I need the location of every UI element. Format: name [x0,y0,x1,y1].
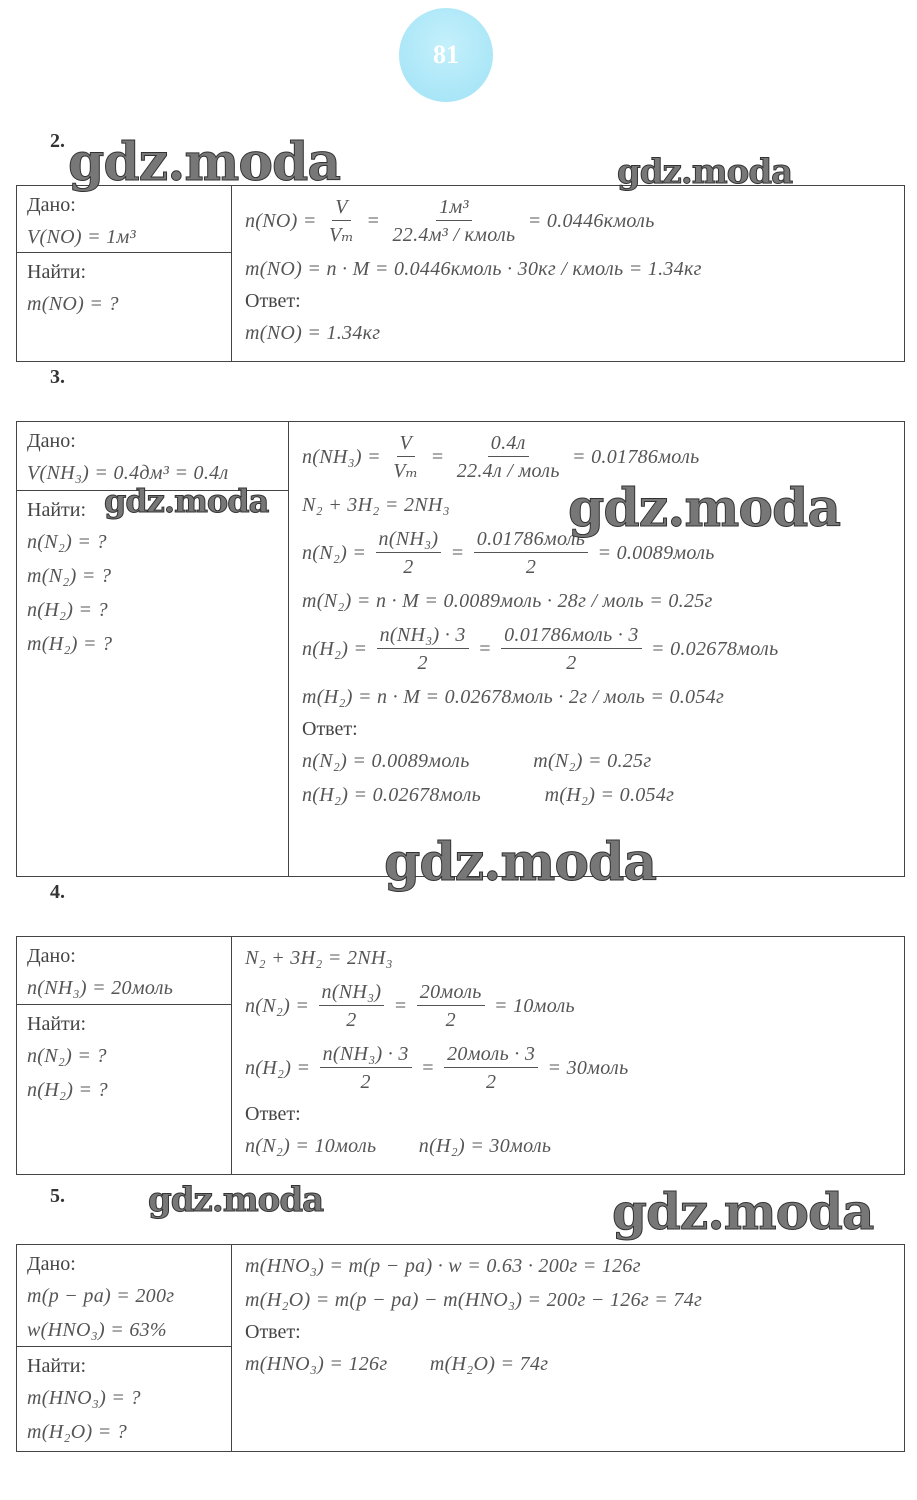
formula-text: m(NO) = n · M = 0.0446кмоль · 30кг / кмоль = 1.34кг [245,257,702,280]
numerator: 20моль [417,979,485,1006]
denominator: 22.4м³ / кмоль [392,223,516,246]
formula-text: n(H₂) = ? [27,1078,108,1101]
formula-line [245,1037,892,1099]
solution-column [233,937,904,1174]
formula-line [245,1347,892,1381]
formula-text: V(NO) = 1м³ [27,225,136,248]
given-section [17,422,288,491]
formula-text: = 30моль [542,1056,629,1079]
formula-text: n(H₂) = [302,637,373,660]
formula-line [302,584,892,618]
numerator: n(NH₃) [319,979,385,1006]
find-label: Найти: [27,498,87,521]
formula-text: = 0.01786моль [566,445,700,468]
formula-line [245,941,892,975]
fraction [377,622,469,677]
fraction [390,430,421,485]
denominator: 2 [445,1008,456,1031]
solution-table [16,1244,905,1452]
given-column [17,186,232,361]
numerator: 0.01786моль [474,526,588,553]
numerator: 0.4л [488,430,529,457]
problem-number: 3. [50,366,65,388]
find-section [17,1347,231,1453]
formula-text: m(NO) = ? [27,292,119,315]
watermark: gdz.moda [68,132,341,193]
watermark: gdz.moda [104,482,269,520]
formula-text: m(H₂) = n · M = 0.02678моль · 2г / моль = 0.054г [302,685,725,708]
watermark: gdz.moda [568,478,841,539]
fraction [454,430,563,485]
denominator: Vₘ [329,223,355,246]
numerator: V [397,430,416,457]
numerator: n(NH₃) · 3 [377,622,469,649]
formula-line [27,287,221,321]
formula-text: n(N₂) = 0.0089моль m(N₂) = 0.25г [302,749,652,772]
formula-line [27,525,278,559]
denominator: 2 [346,1008,357,1031]
page-number-badge: 81 [399,8,493,102]
formula-text: m(HNO₃) = 126г m(H₂O) = 74г [245,1352,549,1375]
answer-label: Ответ: [245,1102,301,1125]
formula-text: m(H₂) = ? [27,632,113,655]
fraction [417,979,485,1034]
formula-text: = [415,1056,441,1079]
formula-line [27,559,278,593]
formula-text: m(NO) = 1.34кг [245,321,381,344]
formula-text: N₂ + 3H₂ = 2NH₃ [302,493,450,516]
numerator: n(NH₃) [376,526,442,553]
given-column [17,1245,232,1451]
given-label: Дано: [27,193,76,216]
formula-line [27,1415,221,1449]
formula-text: = [361,209,386,232]
formula-text: m(p − pa) = 200г [27,1284,175,1307]
given-section [17,186,231,253]
formula-line [27,220,221,254]
denominator: 2 [525,555,537,578]
find-section [17,253,231,325]
formula-text: n(H₂) = ? [27,598,108,621]
formula-text: = [425,445,450,468]
solution-table [16,185,905,362]
formula-line [27,1039,221,1073]
formula-text: = 0.0446кмоль [522,209,655,232]
formula-text: w(HNO₃) = 63% [27,1318,167,1341]
answer-label: Ответ: [245,1320,301,1343]
formula-text: = [445,541,470,564]
find-label: Найти: [27,1354,87,1377]
formula-line [245,190,892,252]
solution-column [233,1245,904,1451]
formula-text: n(N₂) = [245,994,315,1017]
formula-text: = [388,994,413,1017]
numerator: 1м³ [436,194,472,221]
fraction [320,1041,412,1096]
formula-line [245,252,892,286]
formula-text: n(H₂) = [245,1056,316,1079]
fraction [390,194,519,249]
formula-text: = 10моль [488,994,575,1017]
denominator: 2 [566,651,577,674]
numerator: n(NH₃) · 3 [320,1041,412,1068]
formula-text: m(HNO₃) = m(p − pa) · w = 0.63 · 200г = 126г [245,1254,641,1277]
formula-text: m(H₂O) = ? [27,1420,128,1443]
formula-text: = [472,637,498,660]
denominator: 2 [403,555,414,578]
problem-number: 5. [50,1185,65,1207]
answer-label: Ответ: [245,289,301,312]
given-label: Дано: [27,1252,76,1275]
formula-text: n(NH₃) = 20моль [27,976,174,999]
formula-text: m(N₂) = n · M = 0.0089моль · 28г / моль = 0.25г [302,589,713,612]
formula-text: n(NO) = [245,209,322,232]
given-label: Дано: [27,429,76,452]
find-label: Найти: [27,1012,87,1035]
answer-label: Ответ: [302,717,358,740]
formula-line [27,1313,221,1347]
fraction [501,622,642,677]
watermark: gdz.moda [148,1180,324,1220]
problem-number: 4. [50,881,65,903]
given-section [17,937,231,1005]
given-column [17,937,232,1174]
watermark: gdz.moda [612,1182,874,1241]
formula-line [245,316,892,350]
denominator: 22.4л / моль [456,459,560,482]
solution-table [16,936,905,1175]
formula-text: m(H₂O) = m(p − pa) − m(HNO₃) = 200г − 126г = 74г [245,1288,703,1311]
find-section [17,1005,231,1111]
formula-text: V(NH₃) = 0.4дм³ = 0.4л [27,461,229,484]
solution-column [233,186,904,361]
numerator: 20моль · 3 [444,1041,538,1068]
formula-line [27,1279,221,1313]
formula-text: n(N₂) = [302,541,372,564]
fraction [444,1041,538,1096]
fraction [376,526,442,581]
formula-text: n(N₂) = 10моль n(H₂) = 30моль [245,1134,552,1157]
denominator: 2 [360,1070,371,1093]
fraction [326,194,357,249]
formula-line [245,975,892,1037]
formula-text: m(N₂) = ? [27,564,112,587]
denominator: 2 [485,1070,497,1093]
formula-line [245,1129,892,1163]
formula-line [27,1073,221,1107]
given-label: Дано: [27,944,76,967]
given-section [17,1245,231,1347]
watermark: gdz.moda [617,152,793,192]
watermark: gdz.moda [384,832,657,893]
formula-text: n(NH₃) = [302,445,387,468]
formula-line [27,1381,221,1415]
formula-line [27,627,278,661]
formula-line [27,971,221,1005]
formula-line [302,744,892,778]
formula-text: n(H₂) = 0.02678моль m(H₂) = 0.054г [302,783,675,806]
formula-line [302,778,892,812]
fraction [319,979,385,1034]
formula-text: = 0.02678моль [645,637,779,660]
denominator: 2 [417,651,428,674]
formula-line [245,1249,892,1283]
numerator: V [332,194,351,221]
formula-text: = 0.0089моль [592,541,715,564]
formula-text: n(N₂) = ? [27,530,107,553]
formula-line [302,680,892,714]
formula-line [245,1283,892,1317]
formula-line [27,593,278,627]
formula-text: m(HNO₃) = ? [27,1386,141,1409]
problem-number: 2. [50,130,65,152]
formula-text: n(N₂) = ? [27,1044,107,1067]
numerator: 0.01786моль · 3 [501,622,642,649]
formula-text: N₂ + 3H₂ = 2NH₃ [245,946,393,969]
denominator: Vₘ [393,459,419,482]
find-label: Найти: [27,260,87,283]
formula-line [302,618,892,680]
